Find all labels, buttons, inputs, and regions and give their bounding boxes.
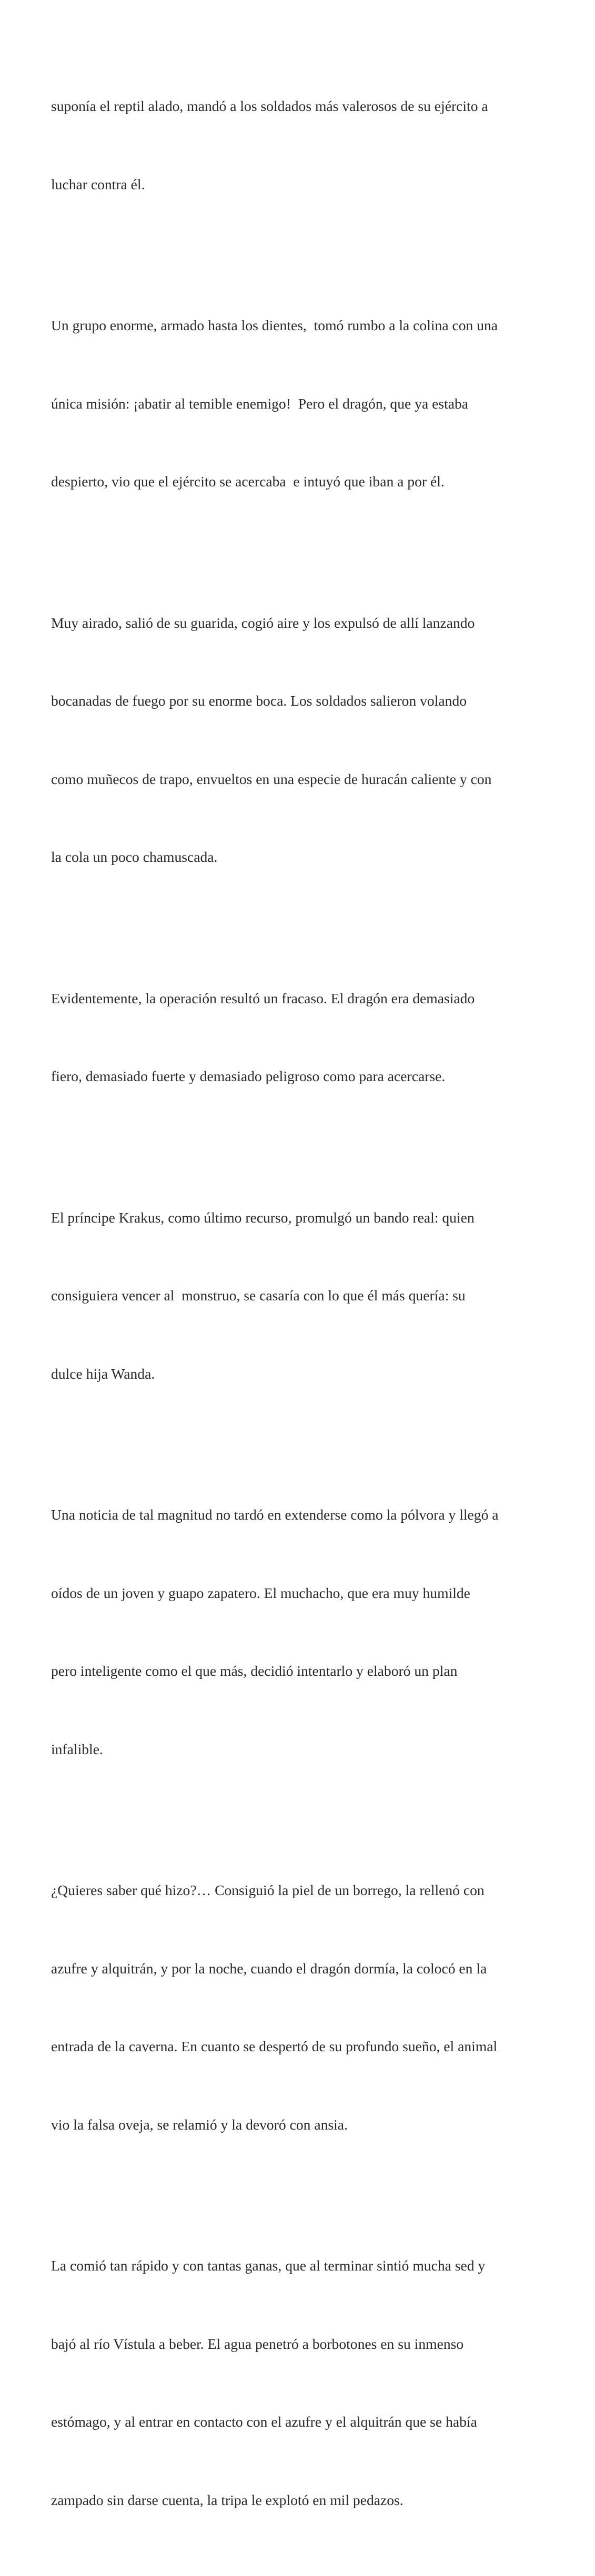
paragraph bbox=[51, 2201, 548, 2565]
text-line: azufre y alquitrán, y por la noche, cuando el dragón dormía, la colocó en la bbox=[51, 1960, 487, 1977]
paragraph bbox=[51, 260, 548, 547]
text-line: Evidentemente, la operación resultó un fracaso. El dragón era demasiado bbox=[51, 990, 475, 1006]
text-line: suponía el reptil alado, mandó a los soldados más valerosos de su ejército a bbox=[51, 98, 488, 114]
text-line: Una noticia de tal magnitud no tardó en extenderse como la pólvora y llegó a bbox=[51, 1506, 499, 1523]
text-line: vio la falsa oveja, se relamió y la devoró con ansia. bbox=[51, 2116, 348, 2133]
paragraph bbox=[51, 1450, 548, 1814]
text-line: Un grupo enorme, armado hasta los dientes, tomó rumbo a la colina con una bbox=[51, 317, 498, 333]
text-line: única misión: ¡abatir al temible enemigo! Pero el dragón, que ya estaba bbox=[51, 395, 469, 412]
paragraph bbox=[51, 41, 548, 249]
text-line: entrada de la caverna. En cuanto se despertó de su profundo sueño, el animal bbox=[51, 2038, 498, 2054]
text-line: luchar contra él. bbox=[51, 176, 145, 192]
text-line: El príncipe Krakus, como último recurso, promulgó un bando real: quien bbox=[51, 1209, 475, 1226]
text-line: bajó al río Vístula a beber. El agua penetró a borbotones en su inmenso bbox=[51, 2335, 464, 2352]
paragraph bbox=[51, 1825, 548, 2190]
paragraph bbox=[51, 933, 548, 1142]
text-line: infalible. bbox=[51, 1740, 103, 1757]
text-line: bocanadas de fuego por su enorme boca. Los soldados salieron volando bbox=[51, 693, 467, 709]
text-line: dulce hija Wanda. bbox=[51, 1365, 155, 1382]
paragraph bbox=[51, 1153, 548, 1439]
text-line: la cola un poco chamuscada. bbox=[51, 849, 218, 865]
text-line: La comió tan rápido y con tantas ganas, que al terminar sintió mucha sed y bbox=[51, 2257, 486, 2274]
text-line: pero inteligente como el que más, decidió intentarlo y elaboró un plan bbox=[51, 1663, 458, 1679]
text-line: Muy airado, salió de su guarida, cogió aire y los expulsó de allí lanzando bbox=[51, 614, 475, 631]
text-line: ¿Quieres saber qué hizo?… Consiguió la piel de un borrego, la rellenó con bbox=[51, 1882, 485, 1898]
paragraph bbox=[51, 558, 548, 922]
text-line: fiero, demasiado fuerte y demasiado peligroso como para acercarse. bbox=[51, 1068, 446, 1084]
text-line: zampado sin darse cuenta, la tripa le explotó en mil pedazos. bbox=[51, 2491, 404, 2508]
text-line: estómago, y al entrar en contacto con el azufre y el alquitrán que se había bbox=[51, 2414, 477, 2430]
text-line: como muñecos de trapo, envueltos en una especie de huracán caliente y con bbox=[51, 770, 492, 787]
body-text bbox=[51, 41, 548, 2576]
text-line: despierto, vio que el ejército se acercaba e intuyó que iban a por él. bbox=[51, 473, 445, 490]
text-line: consiguiera vencer al monstruo, se casaría con lo que él más quería: su bbox=[51, 1287, 466, 1304]
text-line: oídos de un joven y guapo zapatero. El muchacho, que era muy humilde bbox=[51, 1584, 470, 1601]
